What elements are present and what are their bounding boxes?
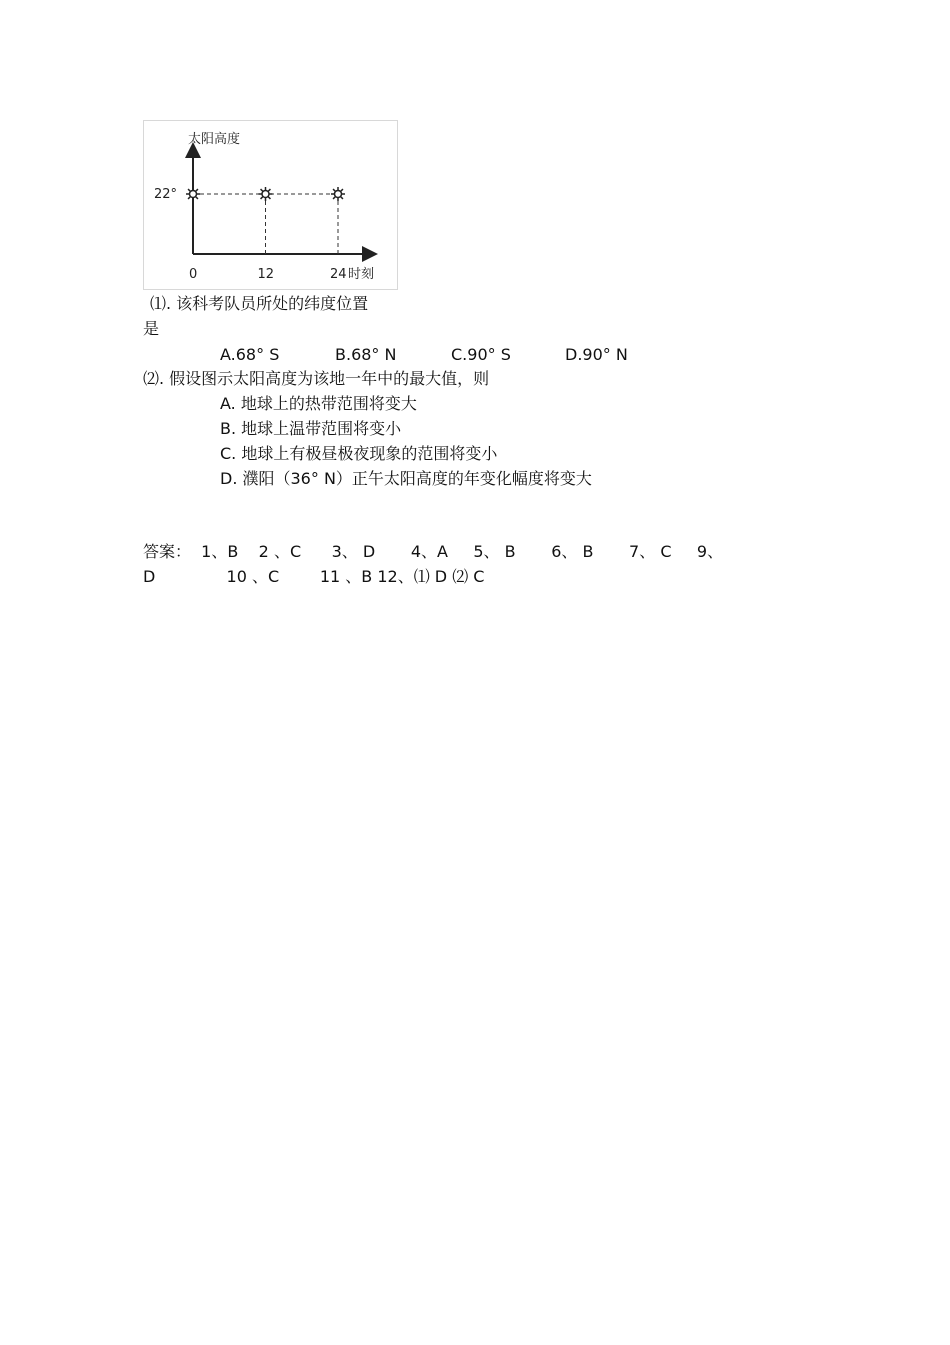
answers-line-1: 答案： 1、B 2 、C 3、 D 4、A 5、 B 6、 B 7、 C 9、 [143, 542, 724, 561]
question1-option-c: C.90° S [451, 345, 511, 364]
question1-option-b: B.68° N [335, 345, 397, 364]
question2-option-d: D. 濮阳（36° N）正午太阳高度的年变化幅度将变大 [220, 469, 592, 488]
question1-option-a: A.68° S [220, 345, 280, 364]
y-value-label: 22° [154, 187, 178, 202]
sun-altitude-chart [144, 121, 399, 291]
y-axis-label: 太阳高度 [188, 132, 241, 147]
question1-stem-continued: 是 [143, 319, 160, 338]
x-tick-label: 0 [189, 267, 198, 282]
sun-icon [331, 187, 345, 201]
x-tick-label: 24 [330, 267, 347, 282]
x-tick-label: 12 [257, 267, 275, 282]
sun-icon [186, 187, 200, 201]
sun-icon [259, 187, 273, 201]
answers-line-2: D 10 、C 11 、B 12、⑴ D ⑵ C [143, 567, 485, 586]
question2-option-a: A. 地球上的热带范围将变大 [220, 394, 417, 413]
question2-option-b: B. 地球上温带范围将变小 [220, 419, 402, 438]
question1-stem: ⑴. 该科考队员所处的纬度位置 [150, 294, 369, 313]
question2-option-c: C. 地球上有极昼极夜现象的范围将变小 [220, 444, 498, 463]
question1-option-d: D.90° N [565, 345, 628, 364]
sun-altitude-figure [143, 120, 398, 290]
question2-stem: ⑵. 假设图示太阳高度为该地一年中的最大值，则 [143, 369, 490, 388]
x-axis-label: 时刻 [348, 267, 375, 282]
